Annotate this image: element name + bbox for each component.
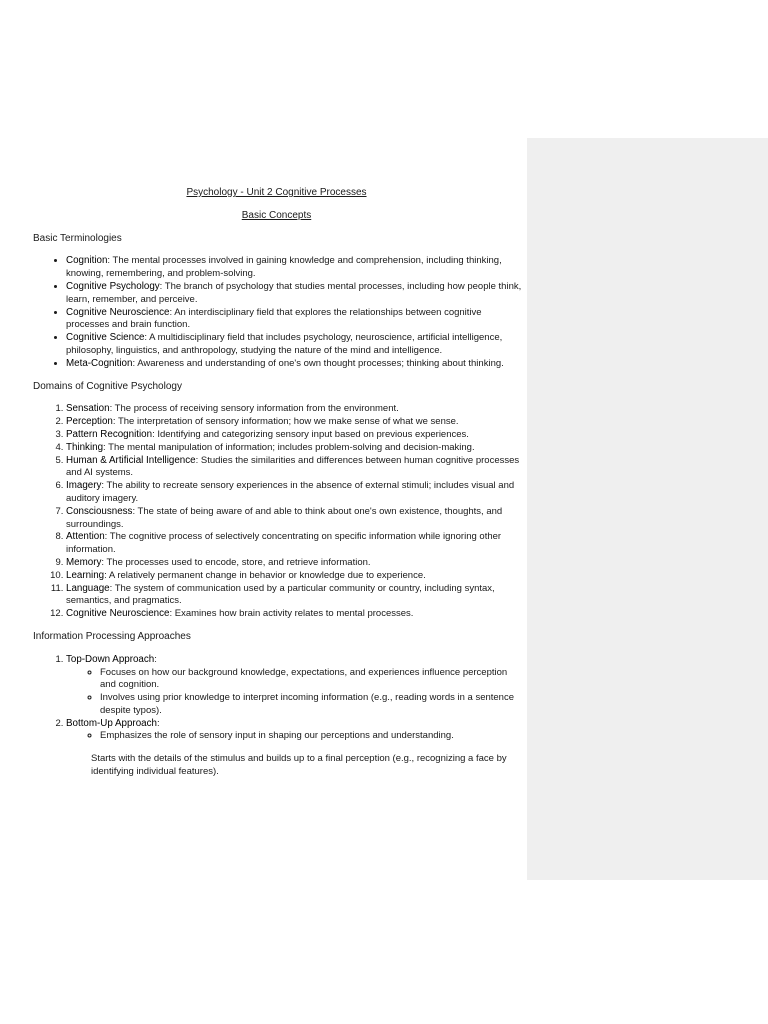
list-item [66, 281, 523, 307]
term-definition: : An interdisciplinary field that explores the relationships between cognitive processes and brain function. [66, 306, 482, 331]
term-definition: : The ability to recreate sensory experiences in the absence of external stimuli; includes visual and auditory imagery. [66, 480, 515, 504]
term-definition: : The cognitive process of selectively concentrating on specific information while ignoring other information. [66, 531, 502, 556]
term-label: Meta-Cognition [66, 357, 133, 369]
term-label: Learning [66, 569, 105, 581]
list-item [66, 718, 523, 744]
list-item [66, 531, 523, 557]
domains-list [33, 403, 523, 621]
term-definition: : Awareness and understanding of one's own thought processes; thinking about thinking. [132, 357, 504, 369]
term-label: Bottom-Up Approach [66, 717, 157, 729]
comment-pane [527, 138, 768, 880]
term-definition: : Identifying and categorizing sensory input based on previous experiences. [152, 428, 469, 440]
term-label: Perception [66, 416, 113, 428]
list-item [66, 255, 523, 281]
list-item [66, 442, 523, 455]
list-item [66, 506, 523, 532]
sub-list [66, 730, 523, 743]
term-label: Cognitive Neuroscience [66, 608, 170, 620]
list-item [66, 403, 523, 416]
term-label: Sensation [66, 403, 110, 415]
term-definition: : The process of receiving sensory information from the environment. [109, 403, 399, 415]
sub-list-item: ◦ Emphasizes the role of sensory input in shaping our perceptions and understanding. [100, 730, 523, 743]
list-item [66, 455, 523, 481]
term-label: Imagery [66, 480, 102, 492]
section-heading-approaches: Information Processing Approaches [33, 630, 191, 642]
term-label: Cognition [66, 255, 108, 267]
term-label: Language [66, 582, 110, 594]
terminology-list [33, 255, 523, 370]
document-subtitle: Basic Concepts [241, 209, 312, 221]
term-definition: : The branch of psychology that studies mental processes, including how people think, learn, remember, and perceive. [66, 280, 522, 305]
sub-list-item: ◦ Involves using prior knowledge to interpret incoming information (e.g., reading words in a sentence despite typos). [100, 692, 523, 718]
section-heading-terminologies: Basic Terminologies [33, 232, 122, 244]
list-item [66, 429, 523, 442]
term-definition: : The processes used to encode, store, and retrieve information. [101, 556, 371, 568]
term-label: Cognitive Neuroscience [66, 306, 170, 318]
list-item [66, 480, 523, 506]
term-label: Cognitive Psychology [66, 280, 160, 292]
term-suffix: : [156, 717, 160, 729]
list-item [66, 654, 523, 718]
list-item [66, 583, 523, 609]
term-label: Memory [66, 556, 102, 568]
list-item [66, 570, 523, 583]
term-label: Attention [66, 531, 105, 543]
term-definition: : Examines how brain activity relates to mental processes. [169, 608, 414, 620]
term-definition: : The interpretation of sensory information; how we make sense of what we sense. [112, 416, 459, 428]
list-item [66, 358, 523, 371]
term-definition: : The mental manipulation of information; includes problem-solving and decision-making. [103, 441, 475, 453]
term-definition: : A relatively permanent change in behavior or knowledge due to experience. [104, 569, 426, 581]
term-label: Consciousness [66, 505, 133, 517]
term-suffix: : [154, 653, 157, 665]
term-label: Thinking [66, 441, 104, 453]
term-definition: : Studies the similarities and differences between human cognitive processes and AI systems. [66, 454, 520, 479]
term-definition: : The mental processes involved in gaining knowledge and comprehension, including thinking, knowing, remembering, and problem-solving. [66, 255, 502, 280]
list-item [66, 332, 523, 358]
document-body [33, 187, 523, 779]
list-item [66, 608, 523, 621]
trailing-paragraph: Starts with the details of the stimulus and builds up to a final perception (e.g., recognizing a face by identifying individual features). [91, 753, 507, 778]
term-definition: : The state of being aware of and able to think about one's own existence, thoughts, and surroundings. [66, 505, 503, 530]
term-label: Pattern Recognition [66, 428, 153, 440]
list-item [66, 307, 523, 333]
term-definition: : The system of communication used by a particular community or country, including syntax, semantics, and pragmatics. [66, 582, 495, 607]
document-title: Psychology - Unit 2 Cognitive Processes [186, 187, 367, 198]
sub-list-item: ◦ Focuses on how our background knowledge, expectations, and experiences influence perception and cognition. [100, 667, 523, 693]
term-label: Cognitive Science [66, 332, 145, 344]
section-heading-domains: Domains of Cognitive Psychology [33, 380, 182, 392]
term-label: Top-Down Approach [66, 653, 155, 665]
term-definition: : A multidisciplinary field that includes psychology, neuroscience, artificial intelligence, philosophy, linguistics, and anthropology, studying the nature of the mind and intelligence. [66, 332, 503, 356]
list-item [66, 557, 523, 570]
list-item [66, 416, 523, 429]
approaches-list [33, 654, 523, 744]
term-label: Human & Artificial Intelligence [66, 454, 196, 466]
sub-list [66, 667, 523, 718]
